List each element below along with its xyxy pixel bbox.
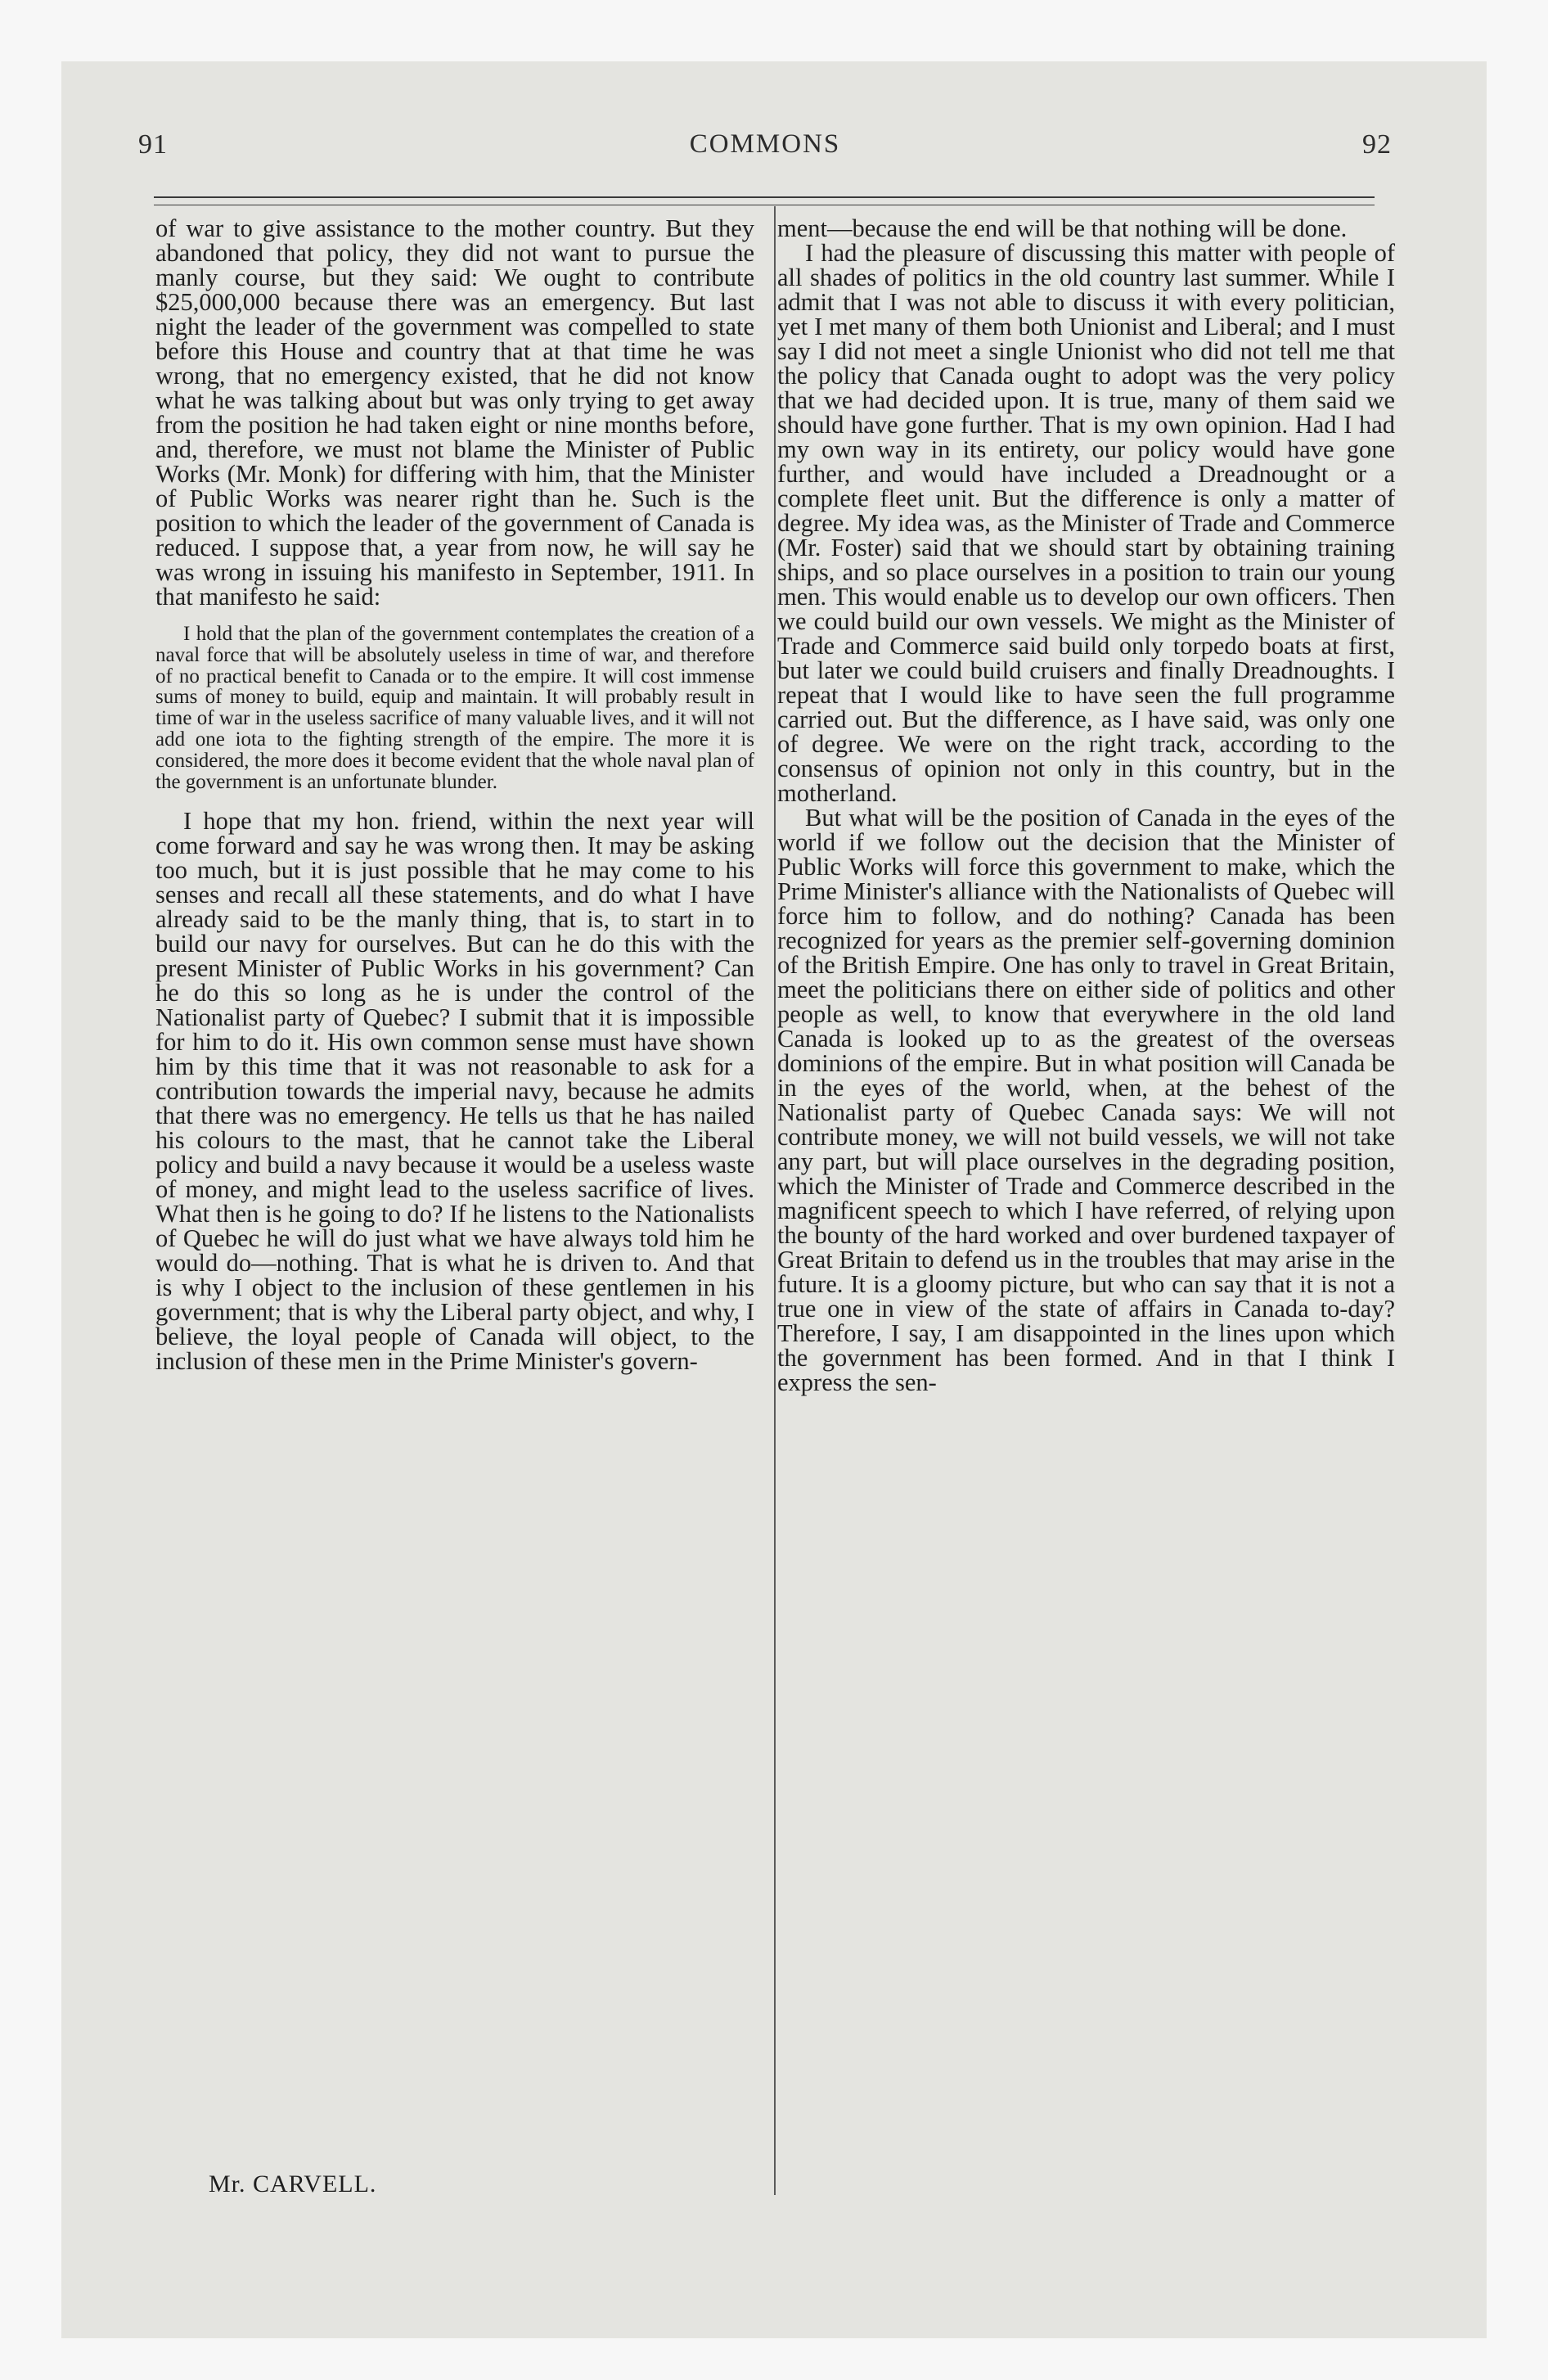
page-title: COMMONS — [689, 129, 841, 159]
manifesto-quote: I hold that the plan of the government contemplates the creation of a naval force that will be absolutely useless in time of war, and therefore of no practical benefit to Canada or to the empire. It will cost immense sums of money to build, equip and maintain. It will probably result in time of war in the useless sacrifice of many valuable lives, and it will not add one iota to the fighting strength of the empire. The more it is considered, the more does it become evident that the whole naval plan of the government is an unfortunate blunder. — [155, 623, 754, 793]
page-number-right: 92 — [1362, 129, 1392, 160]
left-column — [155, 214, 754, 1376]
speaker-name: Mr. CARVELL. — [209, 2170, 377, 2197]
page-header — [138, 129, 1392, 178]
right-paragraph-3: But what will be the position of Canada in the eyes of the world if we follow out the decision that the Minister of Public Works will force this government to make, which the Prime Minister's alliance with the Nationalists of Quebec will force him to follow, and do nothing? Canada has been recognized for years as the premier self-governing dominion of the British Empire. One has only to travel in Great Britain, meet the politicians there on either side of politics and other people as well, to know that everywhere in the old land Canada is looked up to as the greatest of the overseas dominions of the empire. But in what position will Canada be in the eyes of the world, when, at the behest of the Nationalist party of Quebec Canada says: We will not contribute money, we will not build vessels, we will not take any part, but will place ourselves in the degrading position, which the Minister of Trade and Commerce described in the magnificent speech to which I have referred, of relying upon the bounty of the hard worked and over burdened taxpayer of Great Britain to defend us in the troubles that may arise in the future. It is a gloomy picture, but who can say that it is not a true one in view of the state of affairs in Canada to-day? Therefore, I say, I am disappointed in the lines upon which the government has been formed. And in that I think I express the sen- — [777, 804, 1395, 1396]
column-divider — [774, 206, 776, 2195]
left-paragraph-2: I hope that my hon. friend, within the next year will come forward and say he was wrong then. It may be asking too much, but it is just possible that he may come to his senses and recall all these statements, and do what I have already said to be the manly thing, that is, to start in to build our navy for ourselves. But can he do this with the present Minister of Public Works in his government? Can he do this so long as he is under the control of the Nationalist party of Quebec? I submit that it is impossible for him to do it. His own common sense must have shown him by this time that it was not reasonable to ask for a contribution towards the imperial navy, because he admits that there was no emergency. He tells us that he has nailed his colours to the mast, that he cannot take the Liberal policy and build a navy because it would be a useless waste of money, and might lead to the useless sacrifice of lives. What then is he going to do? If he listens to the Nationalists of Quebec he will do just what we have always told him he would do—nothing. That is what he is driven to. And that is why I object to the inclusion of these gentlemen in his government; that is why the Liberal party object, and why, I believe, the loyal people of Canada will object, to the inclusion of these men in the Prime Minister's govern- — [155, 807, 754, 1376]
right-paragraph-1: ment—because the end will be that nothing will be done. — [777, 214, 1348, 242]
header-rule-top — [154, 196, 1375, 198]
right-paragraph-2: I had the pleasure of discussing this matter with people of all shades of politics in the old country last summer. While I admit that I was not able to discuss it with every politician, yet I met many of them both Unionist and Liberal; and I must say I did not meet a single Unionist who did not tell me that the policy that Canada ought to adopt was the very policy that we had decided upon. It is true, many of them said we should have gone further. That is my own opinion. Had I had my own way in its entirety, our policy would have gone further, and would have included a Dreadnought or a complete fleet unit. But the difference is only a matter of degree. My idea was, as the Minister of Trade and Commerce (Mr. Foster) said that we should start by obtaining training ships, and so place ourselves in a position to train our young men. This would enable us to develop our own officers. Then we could build our own vessels. We might as the Minister of Trade and Commerce said build only torpedo boats at first, but later we could build cruisers and finally Dreadnoughts. I repeat that I would like to have seen the full programme carried out. But the difference, as I have said, was only one of degree. We were on the right track, according to the consensus of opinion not only in this country, but in the motherland. — [777, 239, 1395, 807]
page-number-left: 91 — [138, 129, 168, 160]
left-paragraph-1: of war to give assistance to the mother country. But they abandoned that policy, they did not want to pursue the manly course, but they said: We ought to contribute $25,000,000 because there was an emergency. But last night the leader of the government was compelled to state before this House and country that at that time he was wrong, that no emergency existed, that he did not know what he was talking about but was only trying to get away from the position he had taken eight or nine months before, and, therefore, we must not blame the Minister of Public Works (Mr. Monk) for differing with him, that the Minister of Public Works was nearer right than he. Such is the position to which the leader of the government of Canada is reduced. I suppose that, a year from now, he will say he was wrong in issuing his manifesto in September, 1911. In that manifesto he said: — [155, 214, 754, 611]
right-column — [777, 216, 1395, 1395]
